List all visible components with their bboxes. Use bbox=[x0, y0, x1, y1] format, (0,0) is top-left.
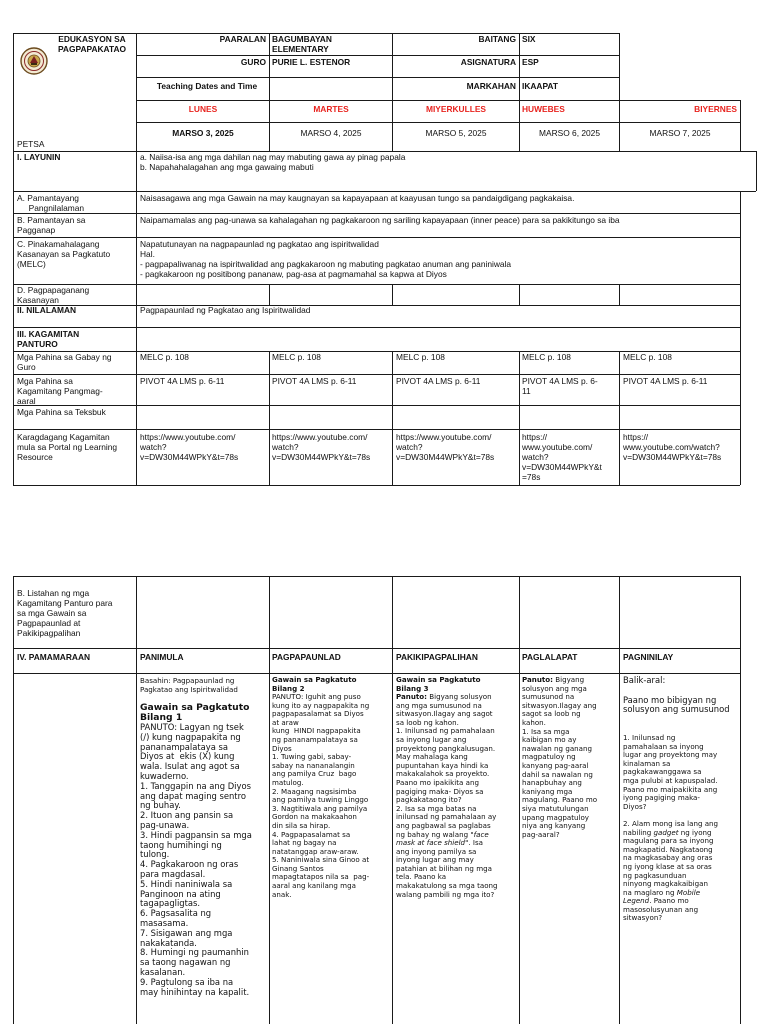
pakikipagpalihan-body-part-2: ". Isa ang inyong pamilya sa inyong lugar ang may patahian at bilihan ng mga tela. Paano ka makakatulong sa mga taong walang pambili ng mga ito? bbox=[396, 838, 498, 899]
pamantayang-pangnilalaman-label: A. Pamantayang Pangnilalaman bbox=[17, 193, 85, 213]
guro-label: GURO bbox=[240, 57, 266, 67]
gabay-label: Mga Pahina sa Gabay ng Guro bbox=[17, 352, 112, 372]
pamamaraan-label: IV. PAMAMARAAN bbox=[17, 652, 91, 662]
pagninilay-body-part-2: ng iyong magulang para sa inyong magkapatid. Nagkataong na magkasabay ang oras ng iyong klase at sa oras ng pagkasunduan ninyong magkakaibigan na maglaro ng bbox=[623, 827, 714, 897]
pangmag-value-huwebes: PIVOT 4A LMS p. 6- 11 bbox=[522, 376, 598, 396]
kagamitan-label: III. KAGAMITAN PANTURO bbox=[17, 329, 80, 349]
date-biyernes: MARSO 7, 2025 bbox=[649, 128, 711, 138]
nilalaman-label: II. NILALAMAN bbox=[17, 305, 77, 315]
paglalapat-body-text: Bigyang solusyon ang mga sumusunod na sitwasyon.Ilagay ang sagot sa loob ng kahon. 1. Isa sa mga kaibigan mo ay nawalan ng ganang magpatuloy ng kanyang pag-aaral dahil sa nawalan ng hanapbuhay ang kaniyang mga magulang. Paano mo siya matutulungan upang magpatuloy niya ang kanyang pag-aaral? bbox=[522, 676, 598, 839]
pangmag-value-miyerkulles: PIVOT 4A LMS p. 6-11 bbox=[396, 376, 481, 386]
gabay-value-lunes: MELC p. 108 bbox=[140, 352, 189, 362]
column-header-pagninilay: PAGNINILAY bbox=[623, 652, 674, 662]
panimula-gawain-title: Gawain sa Pagkatuto Bilang 1 bbox=[140, 703, 250, 723]
gabay-value-biyernes: MELC p. 108 bbox=[623, 352, 672, 362]
portal-label: Karagdagang Kagamitan mula sa Portal ng Learning Resource bbox=[17, 432, 118, 462]
pakikipagpalihan-body bbox=[396, 693, 518, 899]
nilalaman-text: Pagpapaunlad ng Pagkatao ang Ispiritwalidad bbox=[140, 305, 311, 315]
date-miyerkulles: MARSO 5, 2025 bbox=[425, 128, 487, 138]
baitang-label: BAITANG bbox=[478, 34, 516, 44]
layunin-text: a. Naiisa-isa ang mga dahilan nag may mabuting gawa ay pinag papala b. Napahahalagahan ang mga gawaing mabuti bbox=[140, 152, 406, 172]
column-header-panimula: PANIMULA bbox=[140, 652, 184, 662]
pagninilay-top: Balik-aral: Paano mo bibigyan ng solusyon ang sumusunod bbox=[623, 676, 730, 715]
listahan-label: B. Listahan ng mga Kagamitang Panturo para sa mga Gawain sa Pagpapaunlad at Pakikipagpalihan bbox=[17, 588, 113, 638]
day-header-martes: MARTES bbox=[313, 104, 349, 114]
pagninilay-italic-2: Mobile Legend bbox=[623, 887, 701, 906]
paglalapat-panuto-label: Panuto: bbox=[522, 676, 553, 684]
portal-link-biyernes[interactable]: https:// www.youtube.com/watch? v=DW30M44WPkY&t=78s bbox=[623, 432, 722, 462]
date-lunes: MARSO 3, 2025 bbox=[172, 128, 234, 138]
day-header-miyerkulles: MIYERKULLES bbox=[425, 104, 487, 114]
pamantayang-pangnilalaman-text: Naisasagawa ang mga Gawain na may kaugnayan sa kapayapaan at kaayusan tungo sa pandaigdigang pagkakaisa. bbox=[140, 193, 575, 203]
subject-title: EDUKASYON SA PAGPAPAKATAO bbox=[57, 34, 127, 54]
day-header-lunes: LUNES bbox=[188, 104, 218, 114]
paaralan-label: PAARALAN bbox=[219, 34, 266, 44]
pangmag-value-lunes: PIVOT 4A LMS p. 6-11 bbox=[140, 376, 225, 386]
pagninilay-body bbox=[623, 734, 739, 923]
column-header-paglalapat: PAGLALAPAT bbox=[522, 652, 578, 662]
gabay-value-huwebes: MELC p. 108 bbox=[522, 352, 571, 362]
portal-link-lunes[interactable]: https://www.youtube.com/ watch? v=DW30M44WPkY&t=78s bbox=[140, 432, 239, 462]
teaching-dates-label: Teaching Dates and Time bbox=[156, 81, 258, 91]
date-martes: MARSO 4, 2025 bbox=[300, 128, 362, 138]
pamantayan-sa-pagganap-text: Naipamamalas ang pag-unawa sa kahalagahan ng pagkakaroon ng sariling kapayapaan (inner peace) para sa pakikitungo sa iba bbox=[140, 215, 620, 225]
pakikipagpalihan-panuto-label: Panuto: bbox=[396, 693, 427, 701]
pagpapaunlad-body: PANUTO: Iguhit ang puso kung ito ay nagpapakita ng pagpapasalamat sa Diyos at araw kung HINDI nagpapakita ng pananampalataya sa Diyos 1. Tuwing gabi, sabay- sabay na nananalangin ang pamilya Cruz bago matulog. 2. Maagang nagsisimba ang pamilya tuwing Linggo 3. Nagtitiwala ang pamilya Gordon na makakaahon din sila sa hirap. 4. Pagpapasalamat sa lahat ng bagay na natatanggap araw-araw. 5. Naniniwala sina Ginoo at Ginang Santos mapagtatapos nila sa pag- aaral ang kanilang mga anak. bbox=[272, 693, 370, 899]
pagpapaganang-kasanayan-label: D. Pagpapaganang Kasanayan bbox=[17, 285, 90, 305]
pangmag-value-martes: PIVOT 4A LMS p. 6-11 bbox=[272, 376, 357, 386]
guro-value: PURIE L. ESTENOR bbox=[272, 57, 351, 67]
melc-text: Napatutunayan na nagpapaunlad ng pagkatao ang ispiritwalidad Hal. - pagpapaliwanag na ispiritwalidad ang pagkakaroon ng mabuting pagkatao anuman ang paniniwala - pagkakaroon ng positibong pananaw, pag-asa at pagmamahal sa kapwa at Diyos bbox=[140, 239, 512, 279]
pakikipagpalihan-body-part-1: Bigyang solusyon ang mga sumusunod na sitwasyon.Ilagay ang sagot sa loob ng kahon. 1. Inilunsad ng pamahalaan sa inyong lugar ang proyektong pangkalusugan. May mahalaga kang pupuntahan kaya hindi ka makakalahok sa proyekto. Paano mo ipakikita ang pagiging maka- Diyos sa pagkakataong ito? 2. Isa sa mga batas na inilunsad ng pamahalaan ay ang pagbawal sa paglabas ng bahay ng walang " bbox=[396, 693, 497, 839]
gabay-value-martes: MELC p. 108 bbox=[272, 352, 321, 362]
day-header-biyernes: BIYERNES bbox=[694, 104, 737, 114]
petsa-label: PETSA bbox=[17, 139, 45, 149]
pagpapaunlad-title: Gawain sa Pagkatuto Bilang 2 bbox=[272, 676, 357, 693]
pangmag-value-biyernes: PIVOT 4A LMS p. 6-11 bbox=[623, 376, 708, 386]
pagninilay-italic-1: gadget bbox=[653, 827, 679, 837]
date-huwebes: MARSO 6, 2025 bbox=[539, 128, 600, 138]
pakikipagpalihan-italic-1: face mask at face shield bbox=[396, 829, 489, 848]
markahan-label: MARKAHAN bbox=[466, 81, 516, 91]
markahan-value: IKAAPAT bbox=[522, 81, 558, 91]
panimula-body: PANUTO: Lagyan ng tsek (/) kung nagpapakita ng pananampalataya sa Diyos at ekis (X) kung wala. Isulat ang agot sa kuwaderno. 1. Tanggapin na ang Diyos ang dapat maging sentro ng buhay. 2. Ituon ang pansin sa pag-unawa. 3. Hindi pagpansin sa mga taong humihingi ng tulong. 4. Pagkakaroon ng oras para magdasal. 5. Hindi naniniwala sa Panginoon na ating tagapagligtas. 6. Pagsasalita ng masasama. 7. Sisigawan ang mga nakakatanda. 8. Humingi ng paumanhin sa taong nagawan ng kasalanan. 9. Pagtulong sa iba na may hinihintay na kapalit. bbox=[140, 723, 252, 997]
portal-link-huwebes[interactable]: https:// www.youtube.com/ watch? v=DW30M44WPkY&t =78s bbox=[522, 432, 602, 482]
layunin-label: I. LAYUNIN bbox=[17, 152, 61, 162]
teksbuk-label: Mga Pahina sa Teksbuk bbox=[17, 407, 106, 417]
asignatura-value: ESP bbox=[522, 57, 539, 67]
baitang-value: SIX bbox=[522, 34, 536, 44]
asignatura-label: ASIGNATURA bbox=[460, 57, 516, 67]
portal-link-miyerkulles[interactable]: https://www.youtube.com/ watch? v=DW30M44WPkY&t=78s bbox=[396, 432, 495, 462]
pagninilay-body-part-1: 1. Inilunsad ng pamahalaan sa inyong lugar ang proyektong may kinalaman sa pagkakawanggawa sa mga pulubi at kapuspalad. Paano mo maipakikita ang iyong pagiging maka- Diyos? 2. Alam mong isa lang ang nabiling bbox=[623, 734, 719, 837]
pakikipagpalihan-title: Gawain sa Pagkatuto Bilang 3 bbox=[396, 676, 481, 693]
paaralan-value: BAGUMBAYAN ELEMENTARY bbox=[272, 34, 332, 54]
pamantayan-sa-pagganap-label: B. Pamantayan sa Pagganap bbox=[17, 215, 86, 235]
day-header-huwebes: HUWEBES bbox=[522, 104, 565, 114]
column-header-pagpapaunlad: PAGPAPAUNLAD bbox=[272, 652, 341, 662]
panimula-intro: Basahin: Pagpapaunlad ng Pagkatao ang Ispiritwalidad bbox=[140, 677, 238, 694]
gabay-value-miyerkulles: MELC p. 108 bbox=[396, 352, 445, 362]
pagninilay-body-part-3: . Paano mo masosolusyunan ang sitwasyon? bbox=[623, 896, 699, 923]
pangmag-label: Mga Pahina sa Kagamitang Pangmag- aaral bbox=[17, 376, 103, 406]
column-header-pakikipagpalihan: PAKIKIPAGPALIHAN bbox=[396, 652, 478, 662]
paglalapat-body bbox=[522, 676, 618, 839]
melc-label: C. Pinakamahalagang Kasanayan sa Pagkatuto (MELC) bbox=[17, 239, 111, 269]
portal-link-martes[interactable]: https://www.youtube.com/ watch? v=DW30M44WPkY&t=78s bbox=[272, 432, 371, 462]
